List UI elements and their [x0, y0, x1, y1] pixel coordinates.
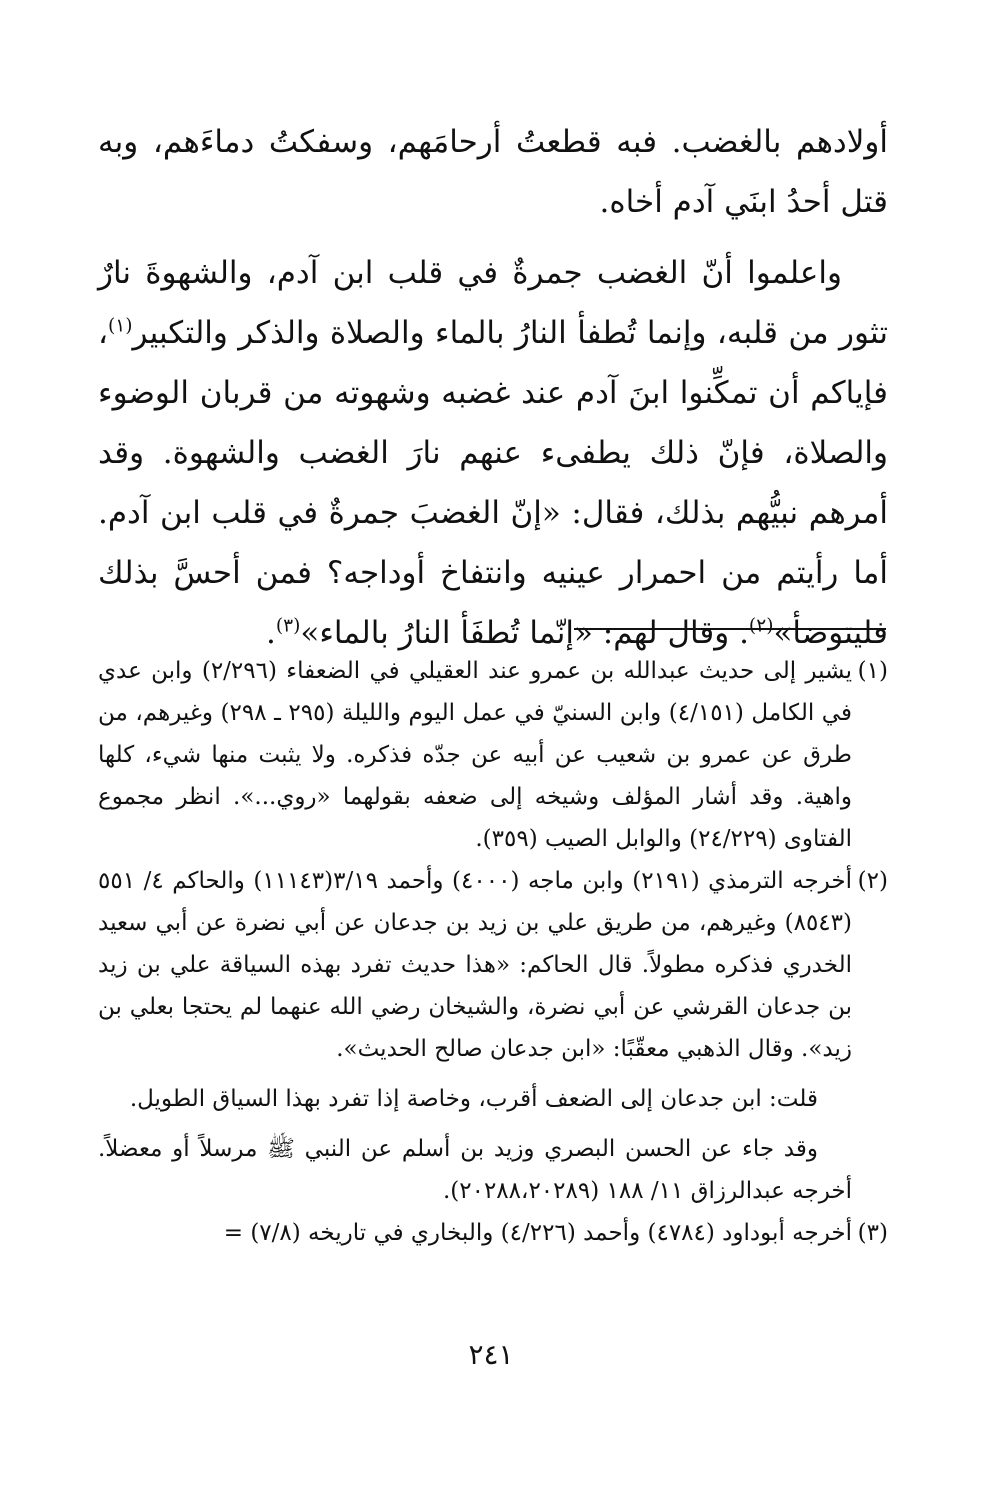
- footnote-3: [98, 1212, 888, 1254]
- footnote-1: [98, 650, 888, 860]
- footnotes: [98, 650, 888, 1254]
- footnote-3-text: أخرجه أبوداود (٤٧٨٤) وأحمد (٤/٢٢٦) والبخاري في تاريخه (٧/٨) =: [223, 1220, 852, 1246]
- paragraph-2-part-2: ، فإياكم أن تمكِّنوا ابنَ آدم عند غضبه وشهوته من قربان الوضوء والصلاة، فإنّ ذلك يطفىء عنهم نارَ الغضب والشهوة. وقد أمرهم نبيُّهم بذلك، فقال: «إنّ الغضبَ جمرةٌ في قلب ابن آدم. أما رأيتم من احمرار عينيه وانتفاخ أوداجه؟ فمن أحسَّ بذلك فليتوضأ»: [98, 315, 888, 651]
- paragraph-2-part-1: واعلموا أنّ الغضب جمرةٌ في قلب ابن آدم، والشهوةَ نارٌ تثور من قلبه، وإنما تُطفأ النارُ بالماء والصلاة والذكر والتكبير: [98, 255, 888, 351]
- footnote-1-number: (١): [857, 658, 888, 684]
- footnote-3-number: (٣): [857, 1220, 888, 1246]
- paragraph-2-part-4: .: [265, 615, 276, 651]
- footnote-2-note-2: وقد جاء عن الحسن البصري وزيد بن أسلم عن النبي ﷺ مرسلاً أو معضلاً. أخرجه عبدالرزاق ١١/ ١٨٨ (٢٠٢٨٨،٢٠٢٨٩).: [98, 1136, 852, 1204]
- footnote-2-note-1: قلت: ابن جدعان إلى الضعف أقرب، وخاصة إذا تفرد بهذا السياق الطويل.: [129, 1086, 818, 1112]
- paragraph-1: أولادهم بالغضب. فبه قطعتُ أرحامَهم، وسفكتُ دماءَهم، وبه قتل أحدُ ابنَي آدم أخاه.: [98, 124, 888, 220]
- footnote-ref-1: (١): [108, 315, 133, 337]
- footnote-ref-3: (٣): [275, 615, 301, 637]
- footnote-2-number: (٢): [857, 868, 888, 894]
- footnote-separator: [574, 628, 886, 630]
- footnote-2-text: أخرجه الترمذي (٢١٩١) وابن ماجه (٤٠٠٠) وأحمد ٣/١٩(١١١٤٣) والحاكم ٤/ ٥٥١ (٨٥٤٣) وغيرهم، من طريق علي بن زيد بن جدعان عن أبي نضرة عن أبي سعيد الخدري فذكره مطولاً. قال الحاكم: «هذا حديث تفرد بهذه السياقة علي بن زيد بن جدعان القرشي عن أبي نضرة، والشيخان رضي الله عنهما لم يحتجا بعلي بن زيد». وقال الذهبي معقّبًا: «ابن جدعان صالح الحديث».: [98, 868, 852, 1062]
- main-text: [98, 112, 888, 663]
- paragraph-2-part-3: . وقال لهم: «إنّما تُطفَأ النارُ بالماء»: [300, 615, 749, 651]
- paragraph-2: [98, 243, 888, 663]
- footnote-2: [98, 860, 888, 1212]
- footnote-1-text: يشير إلى حديث عبدالله بن عمرو عند العقيلي في الضعفاء (٢/٢٩٦) وابن عدي في الكامل (٤/١٥١) وابن السنيّ في عمل اليوم والليلة (٢٩٥ ـ ٢٩٨) وغيرهم، من طرق عن عمرو بن شعيب عن أبيه عن جدّه فذكره. ولا يثبت منها شيء، كلها واهية. وقد أشار المؤلف وشيخه إلى ضعفه بقولهما «روي...». انظر مجموع الفتاوى (٢٤/٢٢٩) والوابل الصيب (٣٥٩).: [98, 658, 852, 852]
- page-number: ٢٤١: [468, 1338, 514, 1371]
- footnote-ref-2: (٢): [748, 615, 774, 637]
